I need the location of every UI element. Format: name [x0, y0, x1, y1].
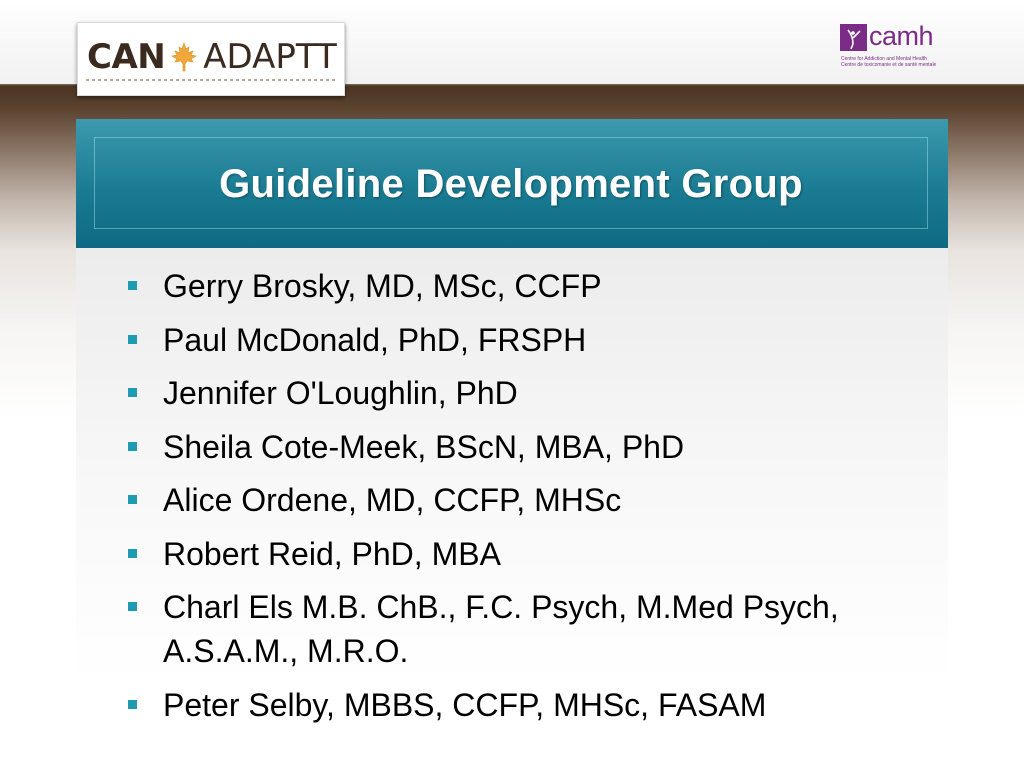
- list-item: Gerry Brosky, MD, MSc, CCFP: [125, 264, 925, 308]
- list-item: Alice Ordene, MD, CCFP, MHSc: [125, 478, 925, 522]
- bullet-square-icon: [128, 281, 137, 290]
- bullet-square-icon: [128, 495, 137, 504]
- maple-leaf-icon: [168, 41, 200, 73]
- logo-can-text: CAN: [87, 37, 166, 77]
- title-frame: [94, 137, 928, 229]
- logo-adaptt-text: ADAPTT: [203, 37, 337, 77]
- title-panel: [76, 119, 948, 248]
- bullet-square-icon: [128, 602, 137, 611]
- camh-figure-icon: [840, 24, 867, 51]
- camh-logo: [840, 21, 940, 74]
- logo-divider: [86, 79, 338, 81]
- bullet-square-icon: [128, 549, 137, 558]
- list-item: Paul McDonald, PhD, FRSPH: [125, 318, 925, 362]
- member-list: [125, 264, 925, 736]
- list-item: Peter Selby, MBBS, CCFP, MHSc, FASAM: [125, 683, 925, 727]
- bullet-square-icon: [128, 700, 137, 709]
- list-item: Robert Reid, PhD, MBA: [125, 532, 925, 576]
- bullet-square-icon: [128, 388, 137, 397]
- camh-tagline: Centre for Addiction and Mental Health Centre de toxicomanie et de santé mentale: [841, 56, 937, 68]
- bullet-square-icon: [128, 442, 137, 451]
- camh-wordmark: camh: [869, 21, 934, 51]
- list-item: Charl Els M.B. ChB., F.C. Psych, M.Med Psych, A.S.A.M., M.R.O.: [125, 585, 853, 673]
- bullet-square-icon: [128, 335, 137, 344]
- list-item: Jennifer O'Loughlin, PhD: [125, 371, 925, 415]
- can-adaptt-logo: [77, 22, 345, 96]
- list-item: Sheila Cote-Meek, BScN, MBA, PhD: [125, 425, 925, 469]
- slide-title: Guideline Development Group: [219, 162, 803, 206]
